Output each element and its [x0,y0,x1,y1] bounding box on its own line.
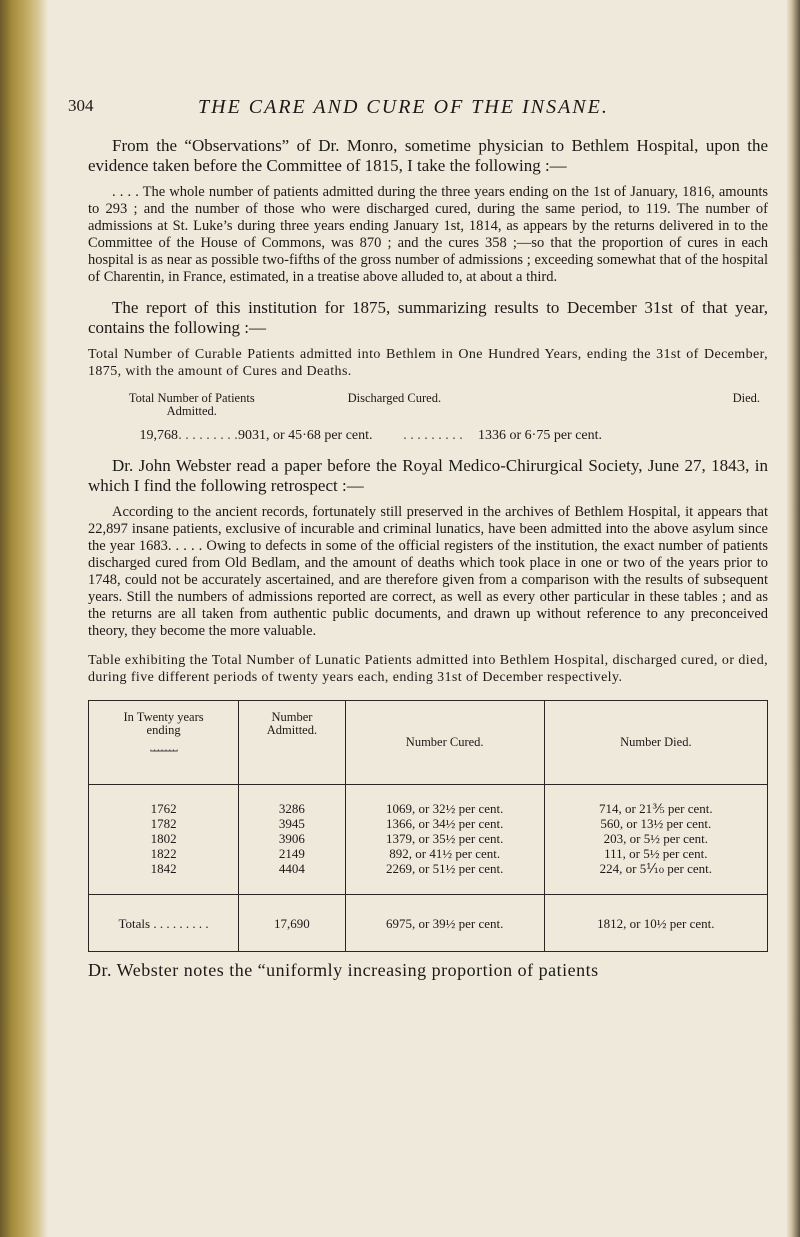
table-cell-year: 1762 [150,801,177,816]
table-cell-died: 111, or 5½ per cent. [604,846,708,861]
page-body [88,136,768,981]
table-cell-admitted: 3906 [278,831,305,846]
col-header-period: In Twenty years ending ⎵⎵⎵⎵⎵⎵⎵ [89,701,239,785]
stats-leader-dots: . . . . . . . . . [403,428,463,443]
page-number: 304 [68,96,94,115]
paragraph-report-1875: The report of this institution for 1875, summarizing results to December 31st of that year, contains the following :— [88,298,768,337]
closing-line: Dr. Webster notes the “uniformly increasing proportion of patients [88,960,599,980]
table-cell-year: 1802 [150,831,177,846]
table-cell-died: 714, or 21⅗ per cent. [598,801,713,816]
stats-header-row [88,392,768,418]
table-cell-cured: 1366, or 34½ per cent. [386,816,504,831]
table-cell-admitted: 2149 [278,846,305,861]
paragraph-monro-intro: From the “Observations” of Dr. Monro, sometime physician to Bethlem Hospital, upon the evidence taken before the Committee of 1815, I take the following :— [88,136,768,175]
table-caption: Table exhibiting the Total Number of Lunatic Patients admitted into Bethlem Hospital, discharged cured, or died, during five different periods of twenty years each, ending 31st of December respectively. [88,653,768,685]
table-body-row [89,785,768,895]
stats-admitted-value: 19,768 [139,428,178,443]
table-cell-year: 1822 [150,846,177,861]
totals-cured: 6975, or 39½ per cent. [345,895,544,952]
table-cell-admitted: 4404 [278,861,305,876]
bethlem-table [88,700,768,952]
table-cell-cured: 2269, or 51½ per cent. [386,861,504,876]
totals-admitted: 17,690 [239,895,346,952]
stats-caption: Total Number of Curable Patients admitted into Bethlem in One Hundred Years, ending the 31st of December, 1875, with the amount of Cures and Deaths. [88,347,768,379]
page-right-edge [786,0,800,1237]
stats-head-died: Died. [732,391,760,405]
table-cell-year: 1842 [150,861,177,876]
book-spine-edge [0,0,48,1237]
paragraph-webster: Dr. John Webster read a paper before the Royal Medico-Chirurgical Society, June 27, 1843, in which I find the following retrospect :— [88,456,768,495]
col-header-cured: Number Cured. [345,701,544,785]
table-cell-cured: 892, or 41½ per cent. [389,846,501,861]
stats-head-admitted: Total Number of Patients Admitted. [128,391,255,418]
table-cell-died: 203, or 5½ per cent. [603,831,708,846]
table-cell-cured: 1069, or 32½ per cent. [386,801,504,816]
admitted-cell [239,785,346,895]
table-header-row [89,701,768,785]
book-page [58,0,770,1237]
page-header [58,96,770,120]
stats-cured-value: 9031, or 45·68 per cent. [238,428,373,443]
died-cell [544,785,767,895]
quote-webster: According to the ancient records, fortunately still preserved in the archives of Bethlem Hospital, it appears that 22,897 insane patients, exclusive of incurable and criminal lunatics, have been admitted into the above asylum since the year 1683. . . . . Owing to defects in some of the official registers of the institution, the exact number of patients discharged cured from Old Bedlam, and the amount of deaths which took place in one or two of the years prior to 1748, could not be accurately ascertained, and are therefore given from a comparison with the results of subsequent years. Still the numbers of admissions reported are correct, as well as every other particular in these tables ; and as the returns are all taken from authentic public documents, and drawn up without reference to any preconceived theory, they become the more valuable. [88,504,768,639]
years-cell [89,785,239,895]
stats-values-row [88,428,768,444]
table-cell-admitted: 3945 [278,816,305,831]
col-header-admitted: Number Admitted. [239,701,346,785]
stats-died-value: 1336 or 6·75 per cent. [478,428,603,443]
table-cell-year: 1782 [150,816,177,831]
table-totals-row [89,895,768,952]
brace-icon: ⎵⎵⎵⎵⎵⎵⎵ [150,738,177,752]
stats-head-cured: Discharged Cured. [347,391,442,405]
totals-label: Totals . . . . . . . . . [89,895,239,952]
table-cell-died: 224, or 5⅒ per cent. [599,861,713,876]
table-cell-admitted: 3286 [278,801,305,816]
stats-leader-dots: . . . . . . . . . [178,428,238,443]
table-cell-cured: 1379, or 35½ per cent. [386,831,504,846]
cured-cell [345,785,544,895]
table-cell-died: 560, or 13½ per cent. [600,816,712,831]
totals-died: 1812, or 10½ per cent. [544,895,767,952]
quote-monro: . . . . The whole number of patients admitted during the three years ending on the 1st of January, 1816, amounts to 293 ; and the number of those who were discharged cured, during the same period, to 119. The number of admissions at St. Luke’s during three years ending January 1st, 1814, as appears by the returns delivered in to the Committee of the House of Commons, was 870 ; and the cures 358 ;—so that the proportion of cures in each hospital is as near as possible two-fifths of the gross number of admissions ; exceeding somewhat that of the hospital of Charentin, in France, estimated, in a treatise above alluded to, at about a third. [88,184,768,285]
col-header-died: Number Died. [544,701,767,785]
running-title: THE CARE AND CURE OF THE INSANE. [198,96,609,118]
